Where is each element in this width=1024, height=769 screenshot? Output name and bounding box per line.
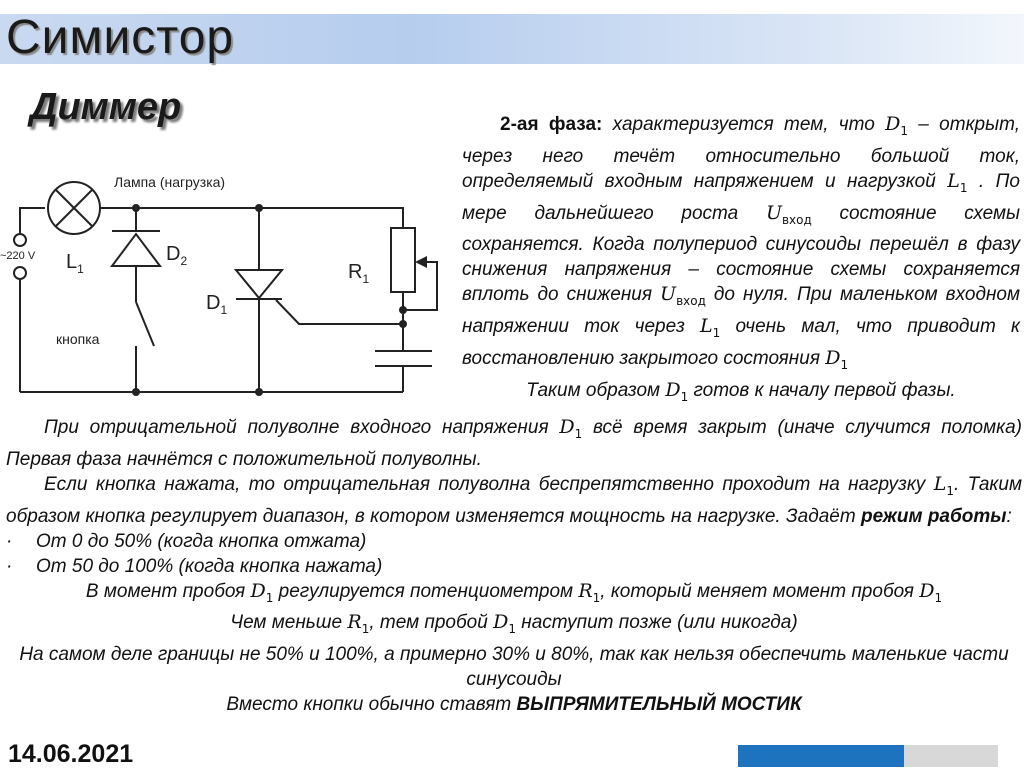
math-var: $U_{вход}$ [660,283,706,309]
button-switch [136,302,154,346]
wire-left-top [20,208,45,233]
diode-d2 [112,234,160,266]
phase2-conclusion: Таким образом $D_1$ готов к началу первой фазы. [526,378,956,404]
math-var: $D_1$ [885,113,908,138]
paragraph-negative-halfwave: При отрицательной полуволне входного напряжения $D_1$ всё время закрыт (иначе случится поломка) Первая фаза начнётся с положительной полуволны. [6,416,1023,470]
line-rectifier-bridge: Вместо кнопки обычно ставят ВЫПРЯМИТЕЛЬНЫЙ МОСТИК [226,694,802,716]
junction-dot [255,388,263,396]
bullet-item: · От 50 до 100% (когда кнопка нажата) [6,555,383,577]
junction-dot [399,306,407,314]
wire-d1-gate [276,300,403,324]
text-run: до нуля. При маленьком входном напряжении ток через [462,284,1020,338]
lamp-ref-label: $L_1$ [66,251,84,276]
progress-bar [738,745,998,767]
line-breakdown-moment: В момент пробоя $D_1$ регулируется потенциометром $R_1$, который меняет момент пробоя $D_1$ [85,579,943,605]
math-var: $U_{вход}$ [765,201,812,227]
line-real-limits: На самом деле границы не 50% и 100%, а примерно 30% и 80%, так как нельзя обеспечить маленькие части синусоиды [19,644,1009,691]
math-var: $L_1$ [700,315,721,340]
source-voltage-label: ~220 V [0,250,36,262]
text-run: – открыт, через него течёт относительно большой ток, определяемый входным напряжением и нагрузкой [462,114,1020,192]
capacitor-plates [375,351,432,366]
bullet-item: · От 0 до 50% (когда кнопка отжата) [6,530,367,552]
text-run: очень мал, что приводит к восстановлению закрытого состояния [462,316,1021,369]
wiper-arrow [415,256,427,268]
slide-date: 14.06.2021 [8,740,134,768]
slide-title: Симистор [6,11,235,64]
source-terminal-bottom [14,267,26,279]
junction-dot [132,204,140,212]
lamp-label: Лампа (нагрузка) [114,174,226,190]
junction-dot [255,204,263,212]
resistor-r1 [391,228,415,292]
phase2-lead: 2-ая фаза: [500,114,603,135]
wire-wiper [403,262,437,310]
main-text [6,415,1022,717]
slide-subtitle: Диммер [30,86,182,128]
wire-top-bus [100,208,403,228]
phase2-description [462,112,1020,410]
diode-d1-label: $D_1$ [206,292,228,317]
resistor-r1-label: $R_1$ [348,261,370,286]
junction-dot [132,388,140,396]
junction-dot [399,320,407,328]
math-var: $D_1$ [825,346,849,372]
lamp-cross [56,190,92,226]
diode-d2-label: $D_2$ [166,243,188,268]
paragraph-button-pressed: Если кнопка нажата, то отрицательная полуволна беспрепятственно проходит на нагрузку $L_1$. Таким образом кнопка регулирует диапазон, в котором изменяется мощность на нагрузке. Задаёт режим работы: [6,472,1022,527]
math-var: $L_1$ [947,169,968,195]
diode-d1 [236,270,282,298]
text-run: характеризуется тем, что [602,114,886,135]
line-smaller-r: Чем меньше $R_1$, тем пробой $D_1$ наступит позже (или никогда) [230,611,798,637]
progress-fill [738,745,904,767]
text-run: состояние схемы сохраняется. Когда полупериод синусоиды перешёл в фазу снижения напряжения – состояние схемы сохраняется вплоть до снижения [462,202,1021,306]
button-label: кнопка [56,331,100,347]
text-run: . По мере дальнейшего роста [462,170,1020,224]
source-terminal-top [14,234,26,246]
